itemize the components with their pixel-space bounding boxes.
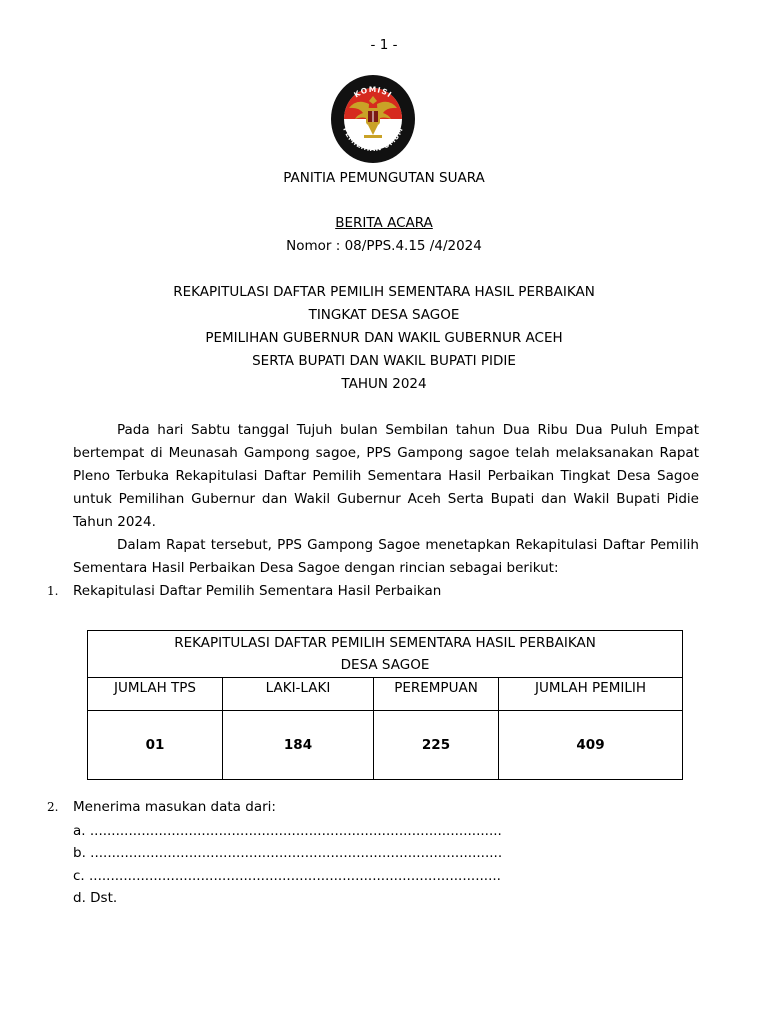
table-title-line-1: REKAPITULASI DAFTAR PEMILIH SEMENTARA HASIL PERBAIKAN — [174, 635, 596, 651]
doc-number: Nomor : 08/PPS.4.15 /4/2024 — [286, 238, 482, 254]
list-text: Menerima masukan data dari: — [73, 799, 276, 815]
kpu-logo — [330, 74, 416, 164]
table-row — [88, 711, 683, 780]
subitem-a: a. ................................................................................................ — [73, 823, 502, 839]
paragraph-2: Dalam Rapat tersebut, PPS Gampong Sagoe menetapkan Rekapitulasi Daftar Pemilih Sementara Hasil Perbaikan Desa Sagoe dengan rincian sebagai berikut: — [73, 537, 699, 576]
recap-table — [87, 630, 683, 780]
table-title-line-2: DESA SAGOE — [340, 657, 430, 673]
subitem-d: d. Dst. — [73, 890, 118, 906]
header-jumlah-pemilih: JUMLAH PEMILIH — [499, 678, 683, 711]
value-jumlah-pemilih: 409 — [499, 711, 683, 780]
logo-bottom-text: PEMILIHAN UMUM — [341, 126, 405, 154]
value-laki-laki: 184 — [223, 711, 374, 780]
value-jumlah-tps: 01 — [88, 711, 223, 780]
heading-line-5: TAHUN 2024 — [341, 376, 427, 392]
list-item-2 — [47, 796, 276, 818]
paragraph-1: Pada hari Sabtu tanggal Tujuh bulan Sembilan tahun Dua Ribu Dua Puluh Empat bertempat di Meunasah Gampong sagoe, PPS Gampong sagoe telah melaksanakan Rapat Pleno Terbuka Rekapitulasi Daftar Pemilih Sementara Hasil Perbaikan Tingkat Desa Sagoe untuk Pemilihan Gubernur dan Wakil Gubernur Aceh Serta Bupati dan Wakil Bupati Pidie Tahun 2024. — [73, 422, 699, 530]
committee-name: PANITIA PEMUNGUTAN SUARA — [283, 170, 485, 186]
list-item-1 — [47, 580, 441, 602]
page-number: - 1 - — [370, 37, 398, 53]
heading-line-1: REKAPITULASI DAFTAR PEMILIH SEMENTARA HASIL PERBAIKAN — [173, 284, 595, 300]
header-perempuan: PEREMPUAN — [374, 678, 499, 711]
table-title-row — [88, 631, 683, 678]
value-perempuan: 225 — [374, 711, 499, 780]
doc-title-wrap — [0, 212, 768, 234]
header-laki-laki: LAKI-LAKI — [223, 678, 374, 711]
list-number: 1. — [47, 584, 59, 598]
heading-line-2: TINGKAT DESA SAGOE — [308, 307, 460, 323]
logo-top-text: KOMISI — [352, 84, 394, 100]
subitem-b: b. ................................................................................................ — [73, 845, 503, 861]
heading-line-4: SERTA BUPATI DAN WAKIL BUPATI PIDIE — [252, 353, 516, 369]
list-text: Rekapitulasi Daftar Pemilih Sementara Hasil Perbaikan — [73, 583, 442, 599]
subitem-c: c. ................................................................................................ — [73, 868, 501, 884]
table-header-row — [88, 678, 683, 711]
heading-line-3: PEMILIHAN GUBERNUR DAN WAKIL GUBERNUR ACEH — [205, 330, 563, 346]
doc-title: BERITA ACARA — [335, 215, 433, 231]
table-title — [88, 631, 683, 678]
header-jumlah-tps: JUMLAH TPS — [88, 678, 223, 711]
list-number: 2. — [47, 800, 59, 814]
